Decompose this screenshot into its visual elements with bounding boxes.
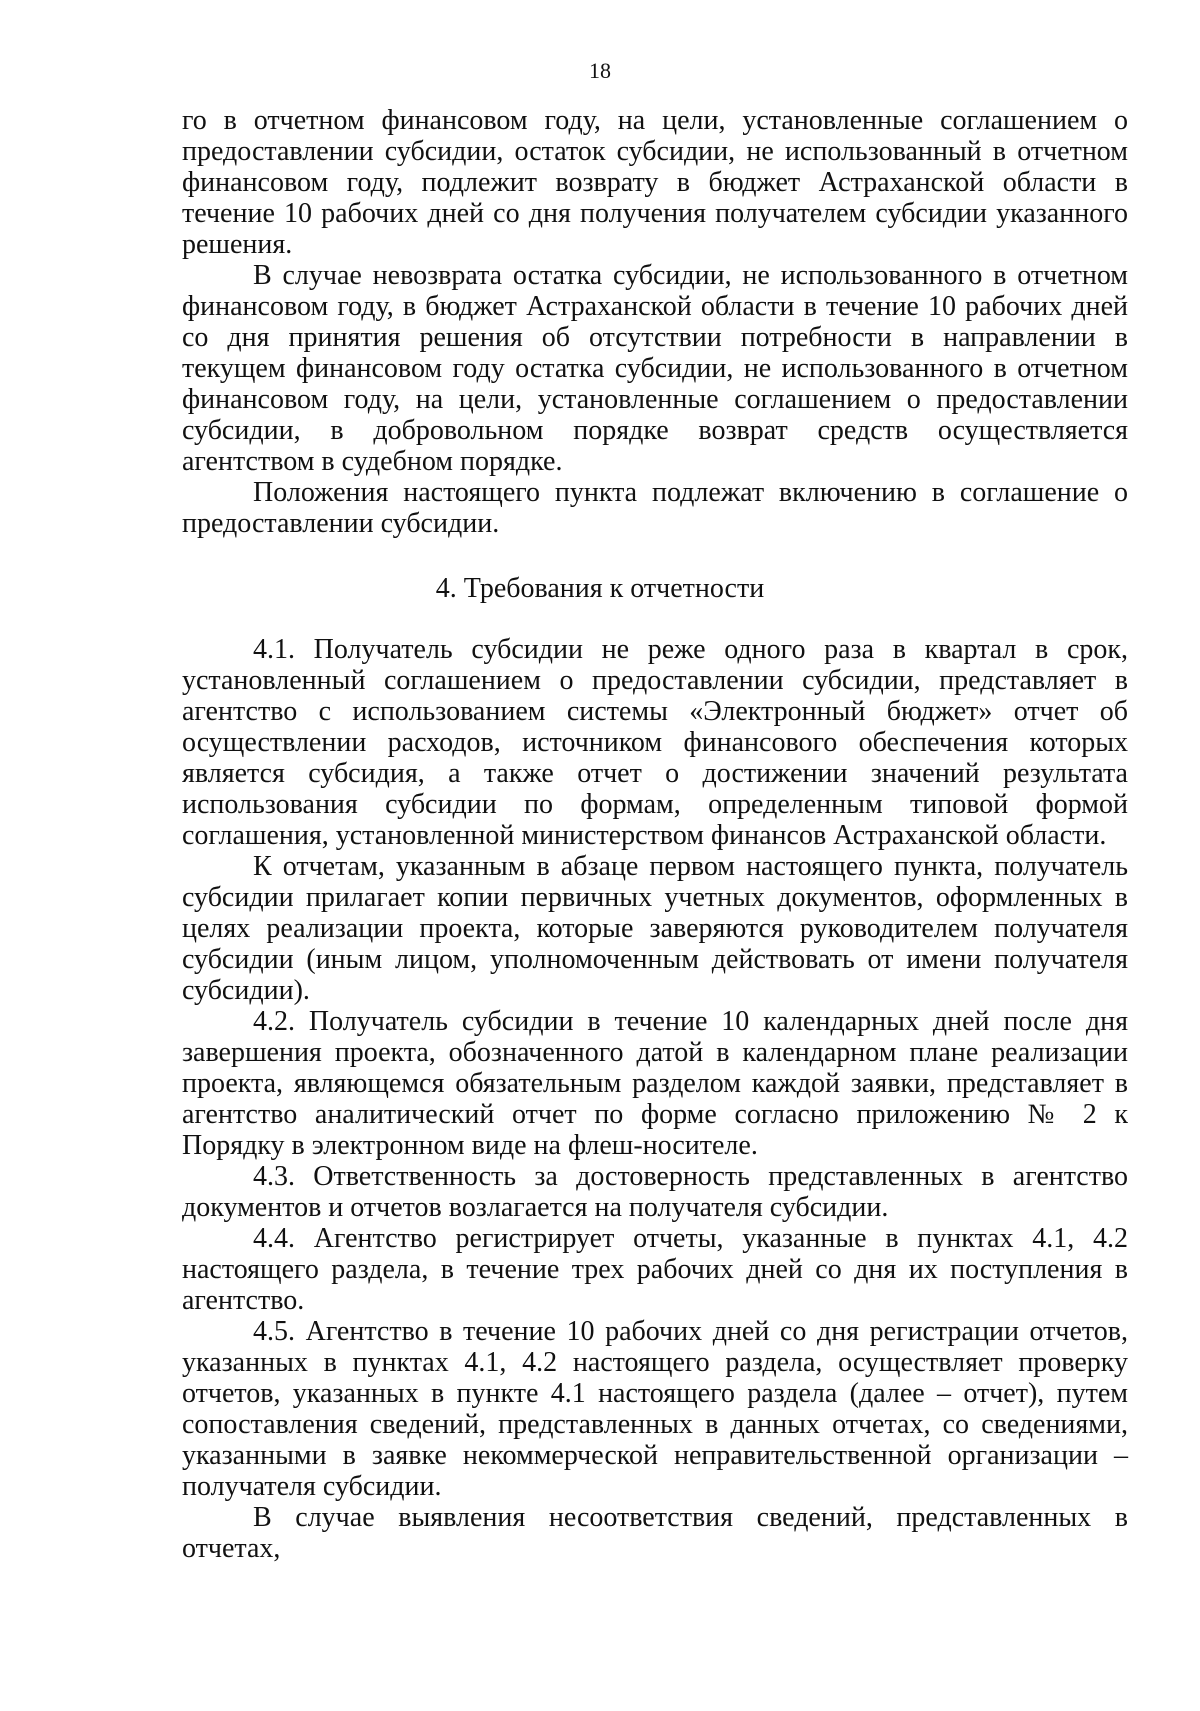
section-text-block <box>182 634 1128 1564</box>
section-title: 4. Требования к отчетности <box>435 573 765 604</box>
paragraph: 4.3. Ответственность за достоверность представленных в агентство документов и отчетов возлагается на получателя субсидии. <box>182 1161 1128 1223</box>
paragraph: 4.2. Получатель субсидии в течение 10 календарных дней после дня завершения проекта, обозначенного датой в календарном плане реализации проекта, являющемся обязательным разделом каждой заявки, представляет в агентство аналитический отчет по форме согласно приложению № 2 к Порядку в электронном виде на флеш-носителе. <box>182 1006 1128 1161</box>
paragraph: го в отчетном финансовом году, на цели, установленные соглашением о предоставлении субсидии, остаток субсидии, не использованный в отчетном финансовом году, подлежит возврату в бюджет Астраханской области в течение 10 рабочих дней со дня получения получателем субсидии указанного решения. <box>182 105 1128 260</box>
top-text-block <box>182 105 1128 539</box>
paragraph: 4.1. Получатель субсидии не реже одного раза в квартал в срок, установленный соглашением о предоставлении субсидии, представляет в агентство с использованием системы «Электронный бюджет» отчет об осуществлении расходов, источником финансового обеспечения которых является субсидия, а также отчет о достижении значений результата использования субсидии по формам, определенным типовой формой соглашения, установленной министерством финансов Астраханской области. <box>182 634 1128 851</box>
paragraph: Положения настоящего пункта подлежат включению в соглашение о предоставлении субсидии. <box>182 477 1128 539</box>
paragraph: К отчетам, указанным в абзаце первом настоящего пункта, получатель субсидии прилагает копии первичных учетных документов, оформленных в целях реализации проекта, которые заверяются руководителем получателя субсидии (иным лицом, уполномоченным действовать от имени получателя субсидии). <box>182 851 1128 1006</box>
paragraph: 4.5. Агентство в течение 10 рабочих дней со дня регистрации отчетов, указанных в пунктах 4.1, 4.2 настоящего раздела, осуществляет проверку отчетов, указанных в пункте 4.1 настоящего раздела (далее – отчет), путем сопоставления сведений, представленных в данных отчетах, со сведениями, указанными в заявке некоммерческой неправительственной организации – получателя субсидии. <box>182 1316 1128 1502</box>
page-number: 18 <box>589 58 611 83</box>
paragraph: В случае невозврата остатка субсидии, не использованного в отчетном финансовом году, в бюджет Астраханской области в течение 10 рабочих дней со дня принятия решения об отсутствии потребности в направлении в текущем финансовом году остатка субсидии, не использованного в отчетном финансовом году, на цели, установленные соглашением о предоставлении субсидии, в добровольном порядке возврат средств осуществляется агентством в судебном порядке. <box>182 260 1128 477</box>
paragraph: В случае выявления несоответствия сведений, представленных в отчетах, <box>182 1502 1128 1564</box>
paragraph: 4.4. Агентство регистрирует отчеты, указанные в пунктах 4.1, 4.2 настоящего раздела, в течение трех рабочих дней со дня их поступления в агентство. <box>182 1223 1128 1316</box>
